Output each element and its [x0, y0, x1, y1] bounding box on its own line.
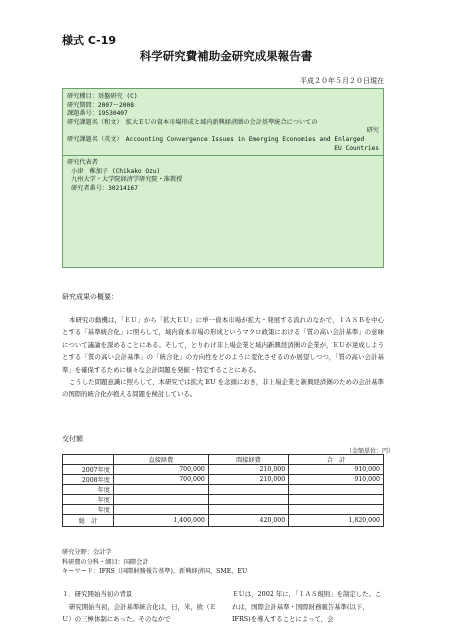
research-category: 研究種目：基盤研究 (C) [67, 93, 138, 100]
background-column-left [62, 588, 224, 626]
project-title-ja: 研究課題名（和文） 拡大ＥＵの資本市場形成と域内新興経済圏の会計基準統合についての [67, 118, 318, 126]
representative-label: 研究代表者 [67, 159, 98, 167]
table-cell [208, 505, 288, 515]
table-cell: 420,000 [208, 515, 288, 527]
table-cell: 年度 [63, 505, 114, 515]
project-title-ja-wrap: 研究 [366, 127, 379, 135]
research-metadata [62, 548, 247, 577]
table-header-cell [63, 455, 114, 465]
table-cell [289, 505, 384, 515]
table-cell: 910,000 [289, 475, 384, 485]
table-cell [114, 495, 209, 505]
project-number: 課題番号：19530407 [67, 110, 128, 118]
summary-text [62, 314, 384, 401]
body-text-left: 研究開始当初，会計基準統合化は，日，米，欧（ＥＵ）の三極体制にあった。そのなかで [62, 602, 216, 624]
table-cell [114, 485, 209, 495]
table-cell: 2007年度 [63, 465, 114, 475]
table-header-row [63, 455, 384, 465]
table-cell: 1,820,000 [289, 515, 384, 527]
project-title-en: 研究課題名（英文） Accounting Convergence Issues in Emerging Economies and Enlarged [67, 135, 365, 143]
representative-name: 小津 稚加子 (Chikako Ozu) [71, 167, 161, 175]
table-cell: 700,000 [114, 475, 209, 485]
table-cell [289, 495, 384, 505]
table-row [63, 475, 384, 485]
project-title-en-wrap: EU Countries [334, 144, 379, 152]
project-info-box [62, 88, 384, 268]
researcher-number: 研究者番号：30214167 [71, 184, 138, 192]
table-cell: 910,000 [289, 465, 384, 475]
grant-label: 交付額 [62, 435, 83, 443]
table-header-cell: 直接経費 [114, 455, 209, 465]
summary-paragraph-1: 本研究の動機は，「ＥＵ」から「拡大ＥＵ」に単一資本市場が拡大・発展する流れのなかで，ＩＡＳＢを中心とする「基準統合化」に照らして，域内資本市場の形成というマクロ政策における「質の高い会計基準」の意味について議論を深めることにある。そして，とりわけ非上場企業と域内新興経済圏の企業が，ＥＵが達成しようとする「質の高い会計基準」の「統合化」の方向性をどのように変化させるのか展望しつつ，「質の高い会計基準」を確保するために様々な会計問題を発掘・特定することにある。 [62, 316, 384, 374]
table-header-cell: 間接経費 [208, 455, 288, 465]
table-cell [208, 485, 288, 495]
form-id: 様式 C-19 [62, 34, 117, 47]
table-cell [208, 495, 288, 505]
research-subject: 科研費の分科・細目：国際会計 [62, 558, 149, 566]
table-cell: 年度 [63, 485, 114, 495]
table-cell [114, 505, 209, 515]
table-cell: 210,000 [208, 465, 288, 475]
table-cell: 2008年度 [63, 475, 114, 485]
table-cell: 総 計 [63, 515, 114, 527]
research-field: 研究分野：会計学 [62, 549, 112, 556]
grant-amount-table [62, 454, 384, 527]
summary-paragraph-2: こうした問題意識に照らして，本研究では拡大 EU を念頭におき，非上場企業と新興経済圏のための会計基準の国際的統合化が抱える問題を検討している。 [62, 378, 384, 399]
table-row [63, 495, 384, 505]
background-column-right [232, 588, 384, 626]
table-row [63, 465, 384, 475]
table-cell: 700,000 [114, 465, 209, 475]
body-text-right: ＥＵは，2002 年に，「ＩＡＳ規則」を制定した。これは，国際会計基準・国際財務報告基準(以下，IFRS)を導入することによって，会 [232, 590, 382, 624]
table-cell [289, 485, 384, 495]
section-heading: １．研究開始当初の背景 [62, 590, 133, 598]
unit-note: （金額単位：円） [346, 448, 395, 455]
table-row [63, 485, 384, 495]
table-cell: 1,400,000 [114, 515, 209, 527]
table-cell: 年度 [63, 495, 114, 505]
keywords: キーワード：IFRS（国際財務報告基準)、新興経済国、SME、EU [62, 568, 248, 576]
table-cell: 210,000 [208, 475, 288, 485]
research-period: 研究期間：2007～2008 [67, 101, 134, 109]
table-row [63, 505, 384, 515]
page-title: 科学研究費補助金研究成果報告書 [139, 49, 313, 63]
representative-affiliation: 九州大学・大学院経済学研究院・准教授 [71, 176, 183, 184]
summary-label: 研究成果の概要： [62, 293, 118, 301]
info-divider [63, 155, 383, 156]
table-total-row [63, 515, 384, 527]
table-header-cell: 合 計 [289, 455, 384, 465]
report-date: 平成２０年５月２０日現在 [300, 77, 384, 85]
